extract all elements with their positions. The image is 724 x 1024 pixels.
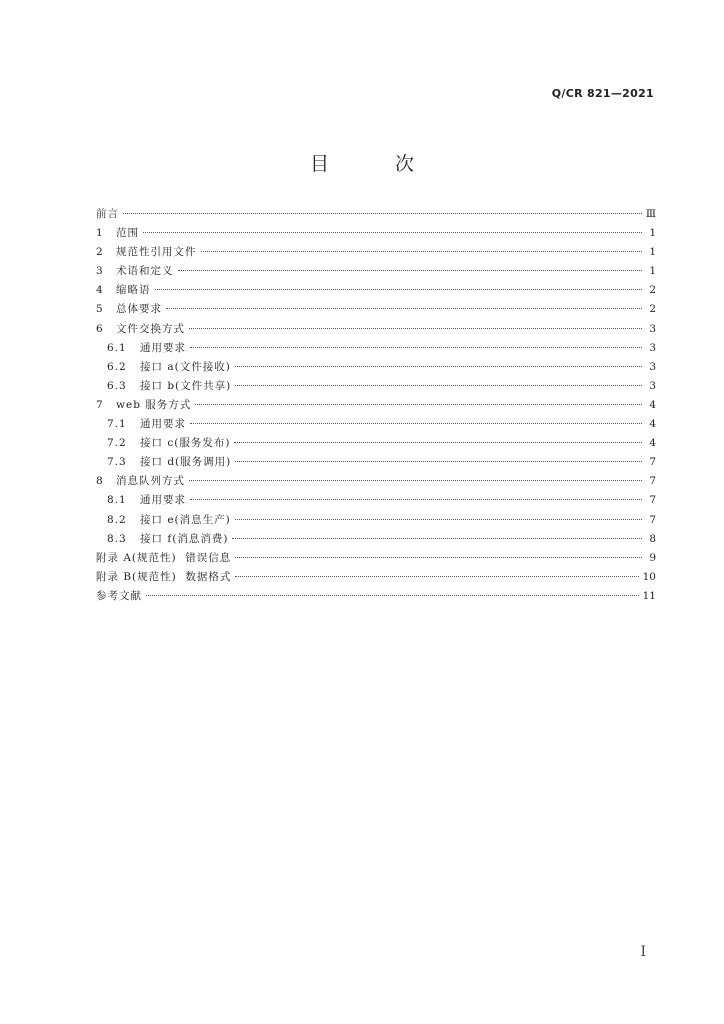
toc-entry-page: Ⅲ bbox=[645, 208, 656, 220]
dot-leader bbox=[155, 289, 643, 290]
toc-entry[interactable] bbox=[96, 511, 656, 530]
dot-leader bbox=[123, 213, 642, 214]
toc-entry-title: 文件交换方式 bbox=[116, 322, 185, 335]
toc-entry-number: 3 bbox=[96, 265, 104, 278]
toc-entry[interactable] bbox=[96, 281, 656, 300]
toc-entry[interactable] bbox=[96, 396, 656, 415]
toc-entry-title: 通用要求 bbox=[140, 418, 186, 431]
toc-entry-title: 通用要求 bbox=[140, 494, 186, 507]
toc-entry-number: 8.1 bbox=[107, 494, 127, 507]
toc-entry[interactable] bbox=[96, 434, 656, 453]
dot-leader bbox=[143, 232, 642, 233]
toc-entry-page: 4 bbox=[649, 398, 656, 411]
toc-entry-number: 6.2 bbox=[107, 360, 127, 373]
toc-entry-page: 3 bbox=[649, 360, 656, 373]
toc-entry[interactable] bbox=[96, 530, 656, 549]
toc-entry-number: 6.1 bbox=[107, 341, 127, 354]
dot-leader bbox=[201, 251, 643, 252]
dot-leader bbox=[235, 557, 642, 558]
toc-entry-page: 1 bbox=[649, 246, 656, 259]
dot-leader bbox=[178, 270, 643, 271]
toc-entry[interactable] bbox=[96, 415, 656, 434]
dot-leader bbox=[189, 480, 642, 481]
toc-entry[interactable] bbox=[96, 300, 656, 319]
dot-leader bbox=[235, 385, 642, 386]
page-title: 目 次 bbox=[309, 153, 445, 175]
toc-entry-title: 接口 d(服务调用) bbox=[140, 456, 232, 469]
toc-entry-page: 8 bbox=[649, 532, 656, 545]
toc-entry-page: 10 bbox=[642, 570, 656, 583]
toc-entry[interactable] bbox=[96, 339, 656, 358]
table-of-contents bbox=[96, 205, 656, 606]
toc-entry-page: 7 bbox=[649, 456, 656, 469]
toc-entry-number: 7.2 bbox=[107, 437, 127, 450]
dot-leader bbox=[232, 538, 642, 539]
toc-entry-number: 7 bbox=[96, 398, 104, 411]
dot-leader bbox=[234, 442, 642, 443]
toc-entry-title: 规范性引用文件 bbox=[116, 246, 197, 259]
toc-entry[interactable] bbox=[96, 377, 656, 396]
toc-entry-page: 11 bbox=[642, 589, 656, 602]
toc-entry[interactable] bbox=[96, 243, 656, 262]
toc-entry-page: 7 bbox=[649, 475, 656, 488]
toc-entry-page: 3 bbox=[649, 341, 656, 354]
toc-entry-page: 3 bbox=[649, 322, 656, 335]
toc-entry-number: 8 bbox=[96, 475, 104, 488]
standard-code: Q/CR 821—2021 bbox=[551, 87, 654, 100]
toc-entry[interactable] bbox=[96, 453, 656, 472]
toc-entry[interactable] bbox=[96, 472, 656, 491]
toc-entry-title: 附录 B(规范性) 数据格式 bbox=[96, 570, 232, 583]
toc-entry-number: 8.3 bbox=[107, 532, 127, 545]
toc-entry-page: 1 bbox=[649, 265, 656, 278]
toc-entry-number: 2 bbox=[96, 246, 104, 259]
dot-leader bbox=[195, 404, 642, 405]
toc-entry[interactable] bbox=[96, 262, 656, 281]
toc-entry[interactable] bbox=[96, 491, 656, 510]
toc-entry[interactable] bbox=[96, 568, 656, 587]
toc-entry-number: 4 bbox=[96, 284, 104, 297]
toc-entry-page: 4 bbox=[649, 418, 656, 431]
toc-entry-title: 通用要求 bbox=[140, 341, 186, 354]
toc-entry[interactable] bbox=[96, 205, 656, 224]
toc-entry-title: 缩略语 bbox=[116, 284, 151, 297]
toc-entry-title: 接口 b(文件共享) bbox=[140, 379, 232, 392]
toc-entry-number: 7.3 bbox=[107, 456, 127, 469]
toc-entry-page: 7 bbox=[649, 513, 656, 526]
toc-entry-title: 消息队列方式 bbox=[116, 475, 185, 488]
dot-leader bbox=[166, 308, 642, 309]
toc-entry-title: 接口 a(文件接收) bbox=[140, 360, 231, 373]
toc-entry-page: 7 bbox=[649, 494, 656, 507]
toc-entry-page: 4 bbox=[649, 437, 656, 450]
toc-entry-page: 2 bbox=[649, 303, 656, 316]
toc-entry-page: 1 bbox=[649, 227, 656, 240]
toc-entry-number: 5 bbox=[96, 303, 104, 316]
dot-leader bbox=[146, 595, 639, 596]
toc-entry-number: 6.3 bbox=[107, 379, 127, 392]
dot-leader bbox=[235, 519, 642, 520]
toc-entry-number: 6 bbox=[96, 322, 104, 335]
toc-entry[interactable] bbox=[96, 320, 656, 339]
page-number: I bbox=[640, 944, 646, 960]
dot-leader bbox=[235, 366, 642, 367]
dot-leader bbox=[235, 461, 642, 462]
toc-entry-number: 8.2 bbox=[107, 513, 127, 526]
toc-entry-number: 1 bbox=[96, 227, 104, 240]
dot-leader bbox=[190, 423, 642, 424]
toc-entry-title: 术语和定义 bbox=[116, 265, 174, 278]
toc-entry-page: 9 bbox=[649, 551, 656, 564]
dot-leader bbox=[190, 499, 642, 500]
toc-entry-title: 范围 bbox=[116, 227, 139, 240]
toc-entry[interactable] bbox=[96, 224, 656, 243]
toc-entry-title: 前言 bbox=[96, 208, 119, 220]
dot-leader bbox=[235, 576, 638, 577]
toc-entry-number: 7.1 bbox=[107, 418, 127, 431]
toc-entry-title: 总体要求 bbox=[116, 303, 162, 316]
toc-entry[interactable] bbox=[96, 587, 656, 606]
toc-entry-title: web 服务方式 bbox=[116, 398, 192, 411]
toc-entry-page: 3 bbox=[649, 379, 656, 392]
toc-entry[interactable] bbox=[96, 358, 656, 377]
toc-entry-page: 2 bbox=[649, 284, 656, 297]
toc-entry-title: 附录 A(规范性) 错误信息 bbox=[96, 551, 232, 564]
toc-entry-title: 接口 f(消息消费) bbox=[140, 532, 229, 545]
toc-entry-title: 接口 c(服务发布) bbox=[140, 437, 231, 450]
toc-entry[interactable] bbox=[96, 549, 656, 568]
toc-entry-title: 参考文献 bbox=[96, 589, 142, 602]
dot-leader bbox=[190, 347, 642, 348]
dot-leader bbox=[189, 328, 642, 329]
toc-entry-title: 接口 e(消息生产) bbox=[140, 513, 231, 526]
